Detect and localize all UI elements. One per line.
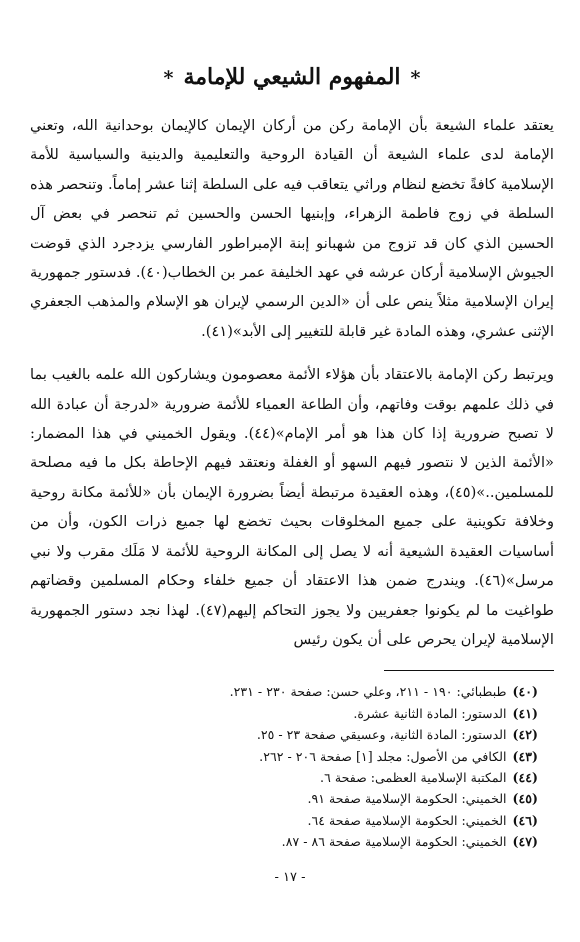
footnote-text: الدستور: المادة الثانية عشرة. xyxy=(353,705,507,721)
footnote-text: طبطبائي: ١٩٠ - ٢١١، وعلي حسن: صفحة ٢٣٠ - ٢٣١. xyxy=(229,684,507,700)
paragraph: ويرتبط ركن الإمامة بالاعتقاد بأن هؤلاء الأئمة معصومون ويشاركون الله علمه بالغيب بما في ذلك علمهم بوقت وفاتهم، وأن الطاعة العمياء للأئمة ضرورية «لدرجة أن عبادة الله لا تصبح ضرورية إذا كان هذا هو أمر الإمام»(٤٤). ويقول الخميني في هذا المضمار: «الأئمة الذين لا نتصور فيهم السهو أو الغفلة ونعتقد فيهم الإحاطة بكل ما فيه مصلحة للمسلمين..»(٤٥)، وهذه العقيدة مرتبطة أيضاً بضرورة الإيمان بأن «للأئمة مكانة روحية وخلافة تكوينية على جميع المخلوقات بحيث تخضع لها جميع ذرات الكون، وأن من أساسيات العقيدة الشيعية أنه لا يصل إلى المكانة الروحية للأئمة لا مَلَك مقرب ولا نبي مرسل»(٤٦). ويندرج ضمن هذا الاعتقاد أن جميع خلفاء وحكام المسلمين وقضاتهم طواغيت ما لم يكونوا جعفريين ولا يجوز التحاكم إليهم(٤٧). لهذا نجد دستور الجمهورية الإسلامية لإيران يحرص على أن يكون رئيس xyxy=(30,366,554,648)
footnote xyxy=(30,703,538,724)
footnote-number: (٤٢) xyxy=(512,727,538,743)
footnote xyxy=(30,746,538,767)
footnote xyxy=(30,681,538,702)
footnote-number: (٤٣) xyxy=(512,748,538,764)
footnote xyxy=(30,724,538,745)
page-number: - ١٧ - xyxy=(274,870,306,885)
title-text: المفهوم الشيعي للإمامة xyxy=(183,64,401,90)
footnote-text: الخميني: الحكومة الإسلامية صفحة ٦٤. xyxy=(307,812,507,828)
page-title xyxy=(30,62,554,93)
paragraph: يعتقد علماء الشيعة بأن الإمامة ركن من أركان الإيمان كالإيمان بوحدانية الله، وتعني الإمامة لدى علماء الشيعة أن القيادة الروحية والتعليمية والدينية والسياسية للأمة الإسلامية كافةً تخضع لنظام وراثي يتعاقب فيه على السلطة إثنا عشر إماماً. وتنحصر هذه السلطة في زوج فاطمة الزهراء، وإبنيها الحسن والحسين ثم تنحصر في بعض آل الحسين الذي كان قد تزوج من شهبانو إبنة الإمبراطور الفارسي يزدجرد الذي قوضت الجيوش الإسلامية أركان عرشه في عهد الخليفة عمر بن الخطاب(٤٠). فدستور جمهورية إيران الإسلامية مثلاً ينص على أن «الدين الرسمي لإيران هو الإسلام والمذهب الجعفري الإثنى عشري، وهذه المادة غير قابلة للتغيير إلى الأبد»(٤١). xyxy=(30,117,555,340)
title-star-left: * xyxy=(163,67,174,89)
footnote xyxy=(30,831,538,852)
footnote-text: الخميني: الحكومة الإسلامية صفحة ٩١. xyxy=(307,791,507,807)
body-text xyxy=(30,111,554,654)
footnote-text: الخميني: الحكومة الإسلامية صفحة ٨٦ - ٨٧. xyxy=(281,834,507,850)
footnote xyxy=(30,810,538,831)
footnote-number: (٤١) xyxy=(512,705,538,721)
footnote-text: الدستور: المادة الثانية، وعسيقي صفحة ٢٣ - ٢٥. xyxy=(256,727,507,743)
footnote-number: (٤٤) xyxy=(512,769,538,785)
footnote xyxy=(30,788,538,809)
footnote-number: (٤٥) xyxy=(512,791,538,807)
footnotes-list xyxy=(30,681,554,852)
footnote-text: المكتبة الإسلامية العظمى: صفحة ٦. xyxy=(320,769,507,785)
footnote-number: (٤٦) xyxy=(512,812,538,828)
footnote-text: الكافي من الأصول: مجلد [١] صفحة ٢٠٦ - ٢٦٢. xyxy=(259,748,507,764)
title-star-right: * xyxy=(410,67,421,89)
footnote-separator xyxy=(384,670,554,671)
footnote-number: (٤٠) xyxy=(512,684,538,700)
footnote xyxy=(30,767,538,788)
footnote-number: (٤٧) xyxy=(512,834,538,850)
